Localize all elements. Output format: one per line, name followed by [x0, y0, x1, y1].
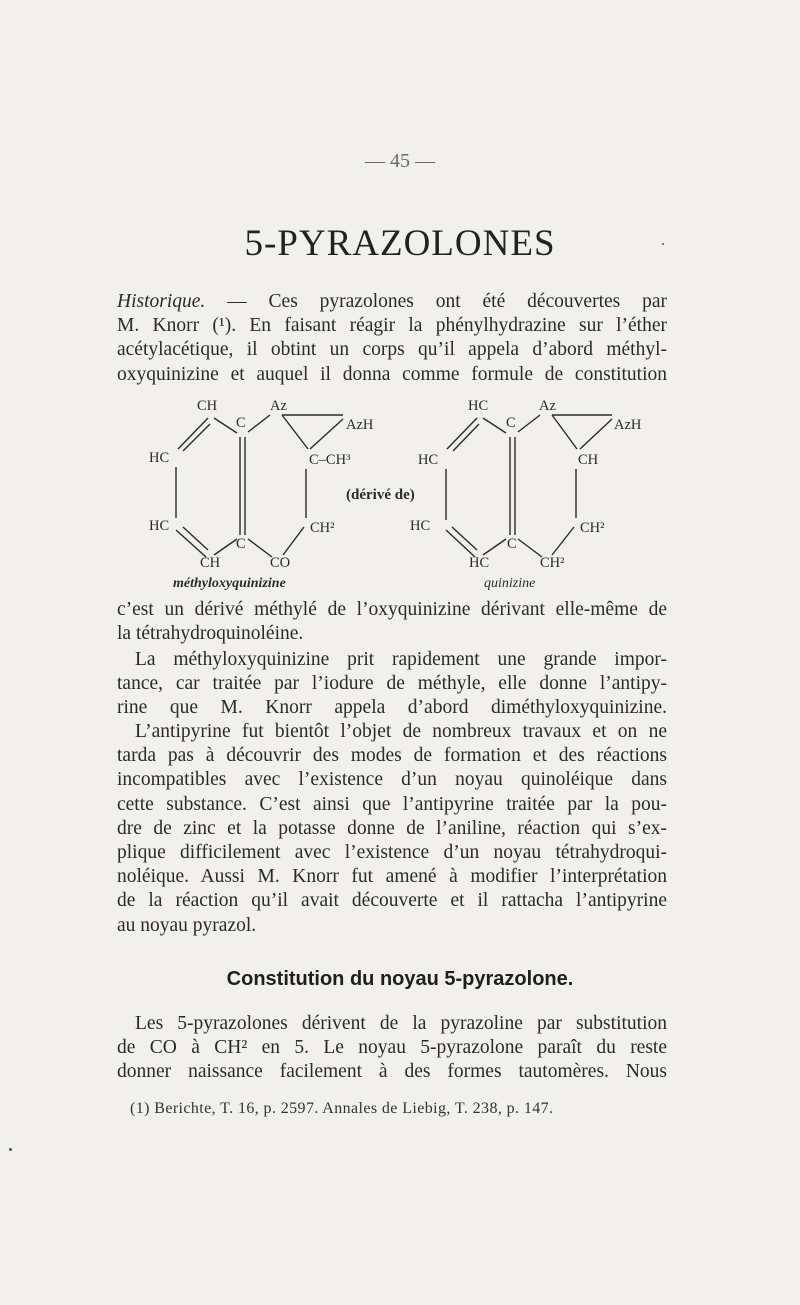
chemical-formulas: [0, 385, 800, 600]
label-hc-low: HC: [410, 518, 431, 534]
label-hc-bottom: HC: [469, 555, 490, 571]
page-number: — 45 —: [365, 150, 435, 172]
label-co-bottom: CO: [270, 555, 291, 571]
text-line: rine que M. Knorr appela d’abord diméthyloxyquinizine.: [117, 697, 667, 719]
label-c-ch3: C–CH³: [309, 452, 351, 468]
bond: [483, 539, 506, 555]
label-hc-top: HC: [468, 398, 489, 414]
paragraph-2: [117, 598, 667, 646]
bond: [580, 419, 612, 449]
text-line: la tétrahydroquinoléine.: [117, 623, 304, 645]
label-ch-bottom: CH: [200, 555, 221, 571]
text-line: tarda pas à découvrir des modes de formation et des réactions: [117, 745, 667, 767]
label-c-top: C: [506, 415, 516, 431]
label-azh: AzH: [614, 417, 642, 433]
bond: [310, 419, 343, 449]
bond: [183, 424, 210, 451]
text-line: donner naissance facilement à des formes tautomères. Nous: [117, 1061, 667, 1083]
text-line: plique difficilement avec l’existence d’un noyau tétrahydroqui-: [117, 841, 667, 863]
historique-line-1: — Ces pyrazolones ont été découvertes par: [205, 291, 667, 312]
label-azh: AzH: [346, 417, 374, 433]
paragraph-5: [117, 1012, 667, 1085]
scan-speck: [9, 1148, 12, 1151]
text-line: de CO à CH² en 5. Le noyau 5-pyrazolone paraît du reste: [117, 1037, 667, 1059]
label-az-top: Az: [539, 398, 556, 414]
text-line: La méthyloxyquinizine prit rapidement une grande impor-: [135, 649, 667, 670]
bond: [248, 415, 270, 432]
text-line: incompatibles avec l’existence d’un noyau quinoléique dans: [117, 769, 667, 791]
text-line: [117, 290, 667, 314]
label-derive-de: (dérivé de): [346, 487, 415, 503]
scan-speck: [662, 243, 664, 245]
bond: [282, 415, 308, 449]
caption-methyloxyquinizine: méthyloxyquinizine: [173, 576, 286, 591]
bond: [183, 527, 208, 550]
label-ch-top: CH: [197, 398, 218, 414]
text-line: tance, car traitée par l’iodure de méthyle, elle donne l’antipy-: [117, 673, 667, 695]
bond: [552, 415, 577, 449]
label-az-top: Az: [270, 398, 287, 414]
paragraph-4: [117, 720, 667, 938]
text-line: c’est un dérivé méthylé de l’oxyquinizine dérivant elle-même de: [117, 599, 667, 620]
text-line: dre de zinc et la potasse donne de l’aniline, réaction qui s’ex-: [117, 817, 667, 839]
text-line: au noyau pyrazol.: [117, 914, 257, 936]
paragraph-3: [117, 648, 667, 721]
label-ch2-bottom: CH²: [540, 555, 565, 571]
bond: [283, 527, 304, 555]
historique-lead: Historique.: [117, 291, 206, 312]
text-line: cette substance. C’est ainsi que l’antipyrine traitée par la pou-: [117, 793, 667, 815]
label-c-bottom: C: [236, 536, 246, 552]
caption-quinizine: quinizine: [484, 576, 536, 591]
label-hc-mid: HC: [149, 450, 170, 466]
text-line: Les 5-pyrazolones dérivent de la pyrazoline par substitution: [135, 1013, 667, 1034]
bond: [447, 418, 477, 449]
label-ch2: CH²: [580, 520, 605, 536]
text-line: L’antipyrine fut bientôt l’objet de nombreux travaux et on ne: [135, 721, 667, 742]
bond: [483, 418, 506, 433]
historique-paragraph: [117, 290, 667, 387]
bond: [248, 539, 272, 557]
bond: [552, 527, 574, 555]
section-heading: Constitution du noyau 5-pyrazolone.: [226, 968, 574, 990]
historique-line-3: acétylacétique, il obtint un corps qu’il appela d’abord méthyl-: [117, 339, 667, 361]
bond: [518, 539, 542, 557]
bond: [214, 539, 237, 555]
formula-quinizine: [410, 398, 642, 591]
text-line: noléique. Aussi M. Knorr fut amené à modifier l’interprétation: [117, 866, 667, 888]
label-c-top: C: [236, 415, 246, 431]
label-ch2: CH²: [310, 520, 335, 536]
bond: [214, 418, 237, 433]
formula-methyloxyquinizine: [149, 398, 374, 591]
bond: [518, 415, 540, 432]
label-c-bottom: C: [507, 536, 517, 552]
historique-line-2: M. Knorr (¹). En faisant réagir la phénylhydrazine sur l’éther: [117, 315, 667, 337]
text-line: de la réaction qu’il avait découverte et il rattacha l’antipyrine: [117, 890, 667, 912]
footnote: (1) Berichte, T. 16, p. 2597. Annales de Liebig, T. 238, p. 147.: [130, 1100, 554, 1117]
label-hc-low: HC: [149, 518, 170, 534]
historique-line-4: oxyquinizine et auquel il donna comme formule de constitution: [117, 363, 667, 385]
label-hc-mid: HC: [418, 452, 439, 468]
label-ch-mid: CH: [578, 452, 599, 468]
bond: [178, 418, 208, 449]
page-title: 5-PYRAZOLONES: [244, 223, 556, 264]
bond: [453, 424, 479, 451]
